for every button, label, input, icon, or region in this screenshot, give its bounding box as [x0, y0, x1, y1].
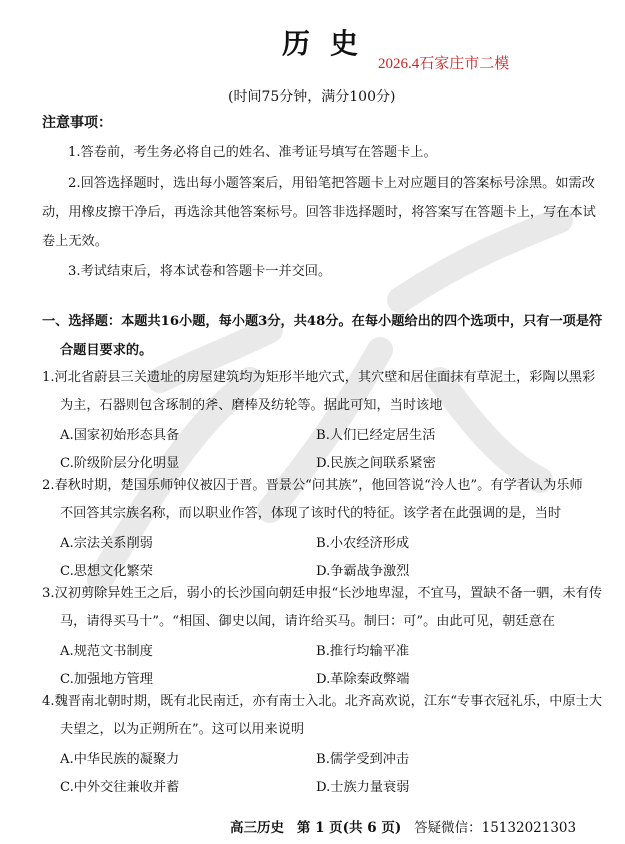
option-d: D.民族之间联系紧密 [316, 456, 436, 471]
note-item: 1.答卷前，考生务必将自己的姓名、准考证号填写在答题卡上。 [68, 145, 437, 160]
option-a: A.宗法关系削弱 [60, 536, 153, 551]
option-d: D.士族力量衰弱 [316, 780, 410, 795]
option-b: B.推行均输平准 [316, 644, 410, 659]
question-stem: 3.汉初剪除异姓王之后，弱小的长沙国向朝廷申报“长沙地卑湿，不宜马，置缺不备一驷，未有传 [42, 586, 603, 601]
question-stem: 4.魏晋南北朝时期，既有北民南迁，亦有南士入北。北齐高欢说，江东“专事衣冠礼乐，中原士大 [42, 694, 603, 709]
footer-page-number: 第 1 页(共 6 页) [296, 820, 402, 836]
option-a: A.中华民族的凝聚力 [60, 752, 180, 767]
notes-heading: 注意事项： [42, 115, 112, 131]
exam-duration: (时间75分钟，满分100分) [228, 89, 396, 105]
note-item: 卷上无效。 [42, 234, 108, 249]
question-stem: 1.河北省蔚县三关遗址的房屋建筑均为矩形半地穴式，其穴壁和居住面抹有草泥土，彩陶以黑彩 [42, 370, 596, 385]
option-b: B.儒学受到冲击 [316, 752, 410, 767]
option-b: B.小农经济形成 [316, 536, 410, 551]
footer-subject: 高三历史 [230, 820, 284, 836]
question-stem: 马，请得买马十”。“相国、御史以闻，请许给买马。制曰：可”。由此可见，朝廷意在 [60, 614, 555, 629]
option-d: D.革除秦政弊端 [316, 672, 410, 687]
note-item: 2.回答选择题时，选出每小题答案后，用铅笔把答题卡上对应题目的答案标号涂黑。如需改 [68, 176, 595, 191]
option-a: A.国家初始形态具备 [60, 428, 180, 443]
note-item: 3.考试结束后，将本试卷和答题卡一并交回。 [68, 264, 332, 279]
option-c: C.中外交往兼收并蓄 [60, 780, 180, 795]
question-stem: 不回答其宗族名称，而以职业作答，体现了该时代的特征。该学者在此强调的是，当时 [60, 506, 562, 521]
option-d: D.争霸战争激烈 [316, 564, 410, 579]
option-b: B.人们已经定居生活 [316, 428, 436, 443]
footer-contact: 答疑微信：15132021303 [414, 820, 577, 836]
option-a: A.规范文书制度 [60, 644, 153, 659]
section-heading-cont: 合题目要求的。 [60, 343, 153, 358]
question-stem: 为主，石器则包含琢制的斧、磨棒及纺轮等。据此可知，当时该地 [60, 398, 443, 413]
page-title: 历史 [282, 27, 379, 60]
question-stem: 夫望之，以为正朔所在”。这可以用来说明 [60, 722, 305, 737]
option-c: C.阶级阶层分化明显 [60, 456, 180, 471]
option-c: C.加强地方管理 [60, 672, 153, 687]
section-heading: 一、选择题：本题共16小题，每小题3分，共48分。在每小题给出的四个选项中，只有一项是符 [42, 314, 603, 329]
question-stem: 2.春秋时期，楚国乐师钟仪被囚于晋。晋景公“问其族”，他回答说“泠人也”。有学者认为乐师 [42, 478, 583, 493]
exam-tag: 2026.4石家庄市二模 [378, 56, 510, 72]
page-footer [230, 816, 576, 836]
note-item: 动，用橡皮擦干净后，再选涂其他答案标号。回答非选择题时，将答案写在答题卡上，写在本试 [42, 205, 596, 220]
option-c: C.思想文化繁荣 [60, 564, 153, 579]
